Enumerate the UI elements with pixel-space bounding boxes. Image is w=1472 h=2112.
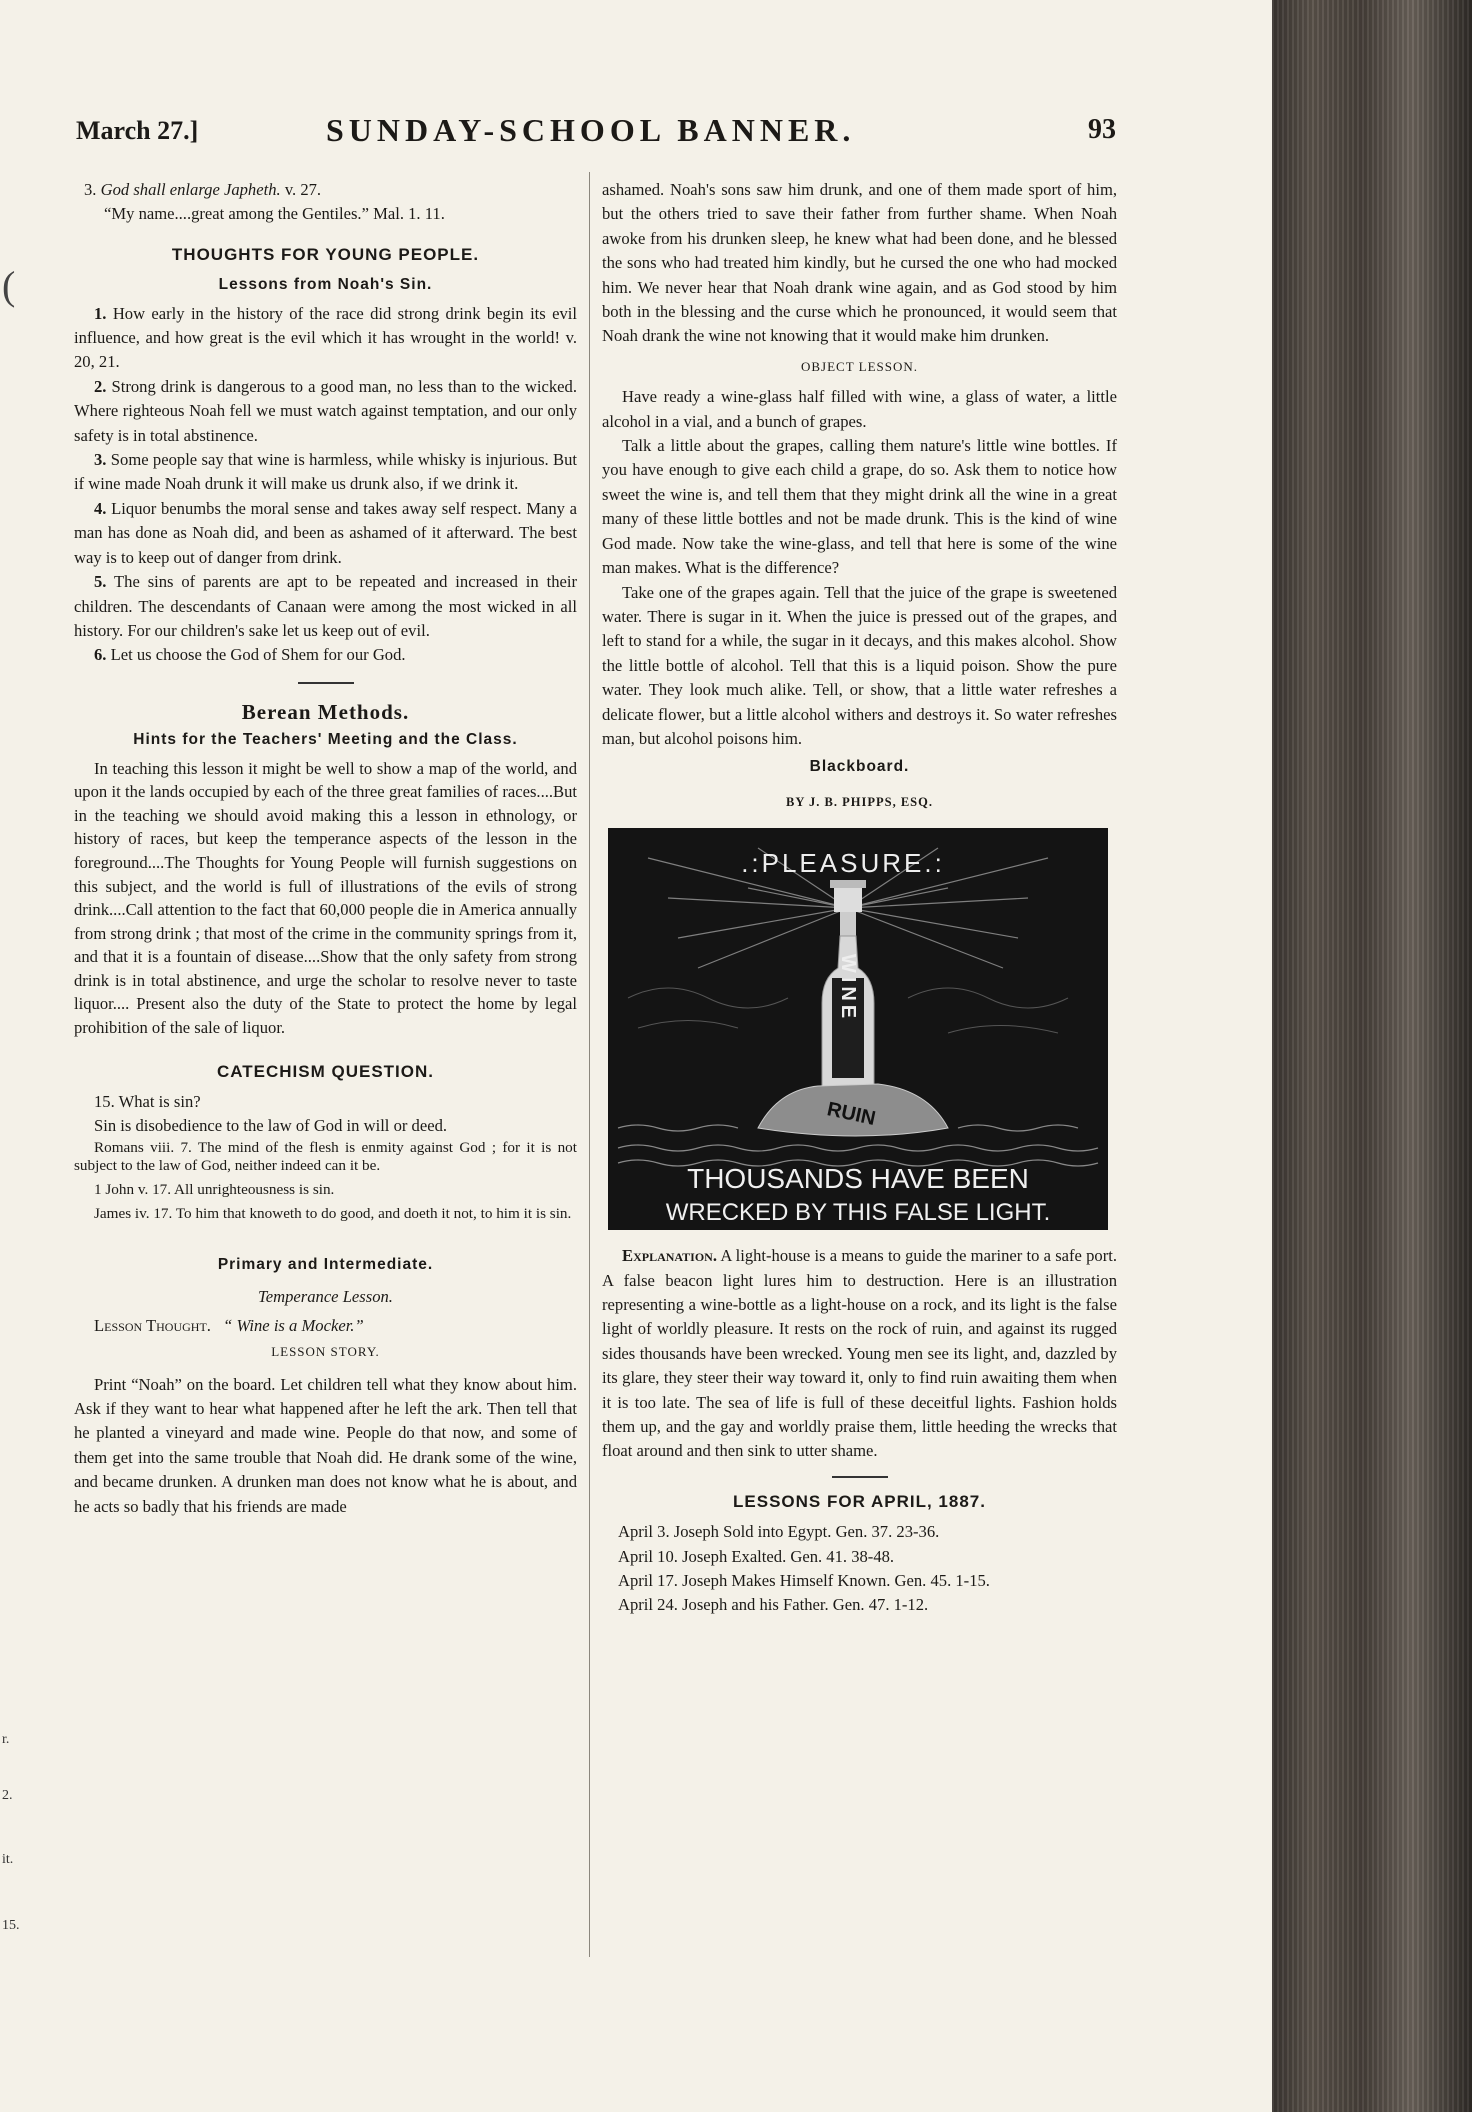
lighthouse-bottle-illustration: [608, 828, 1108, 1230]
primary-title: Primary and Intermediate.: [217, 1255, 434, 1273]
column-divider: [589, 172, 590, 1957]
thought-item: 5. The sins of parents are apt to be repeated and increased in their children. The descendants of Canaan were among the most wicked in all history. For our children's sake let us keep out of evil.: [74, 572, 577, 640]
blackboard-illustration: [608, 828, 1108, 1230]
lesson-story-label: LESSON STORY.: [271, 1344, 380, 1360]
left-column: [74, 178, 577, 1519]
intro-quote: “My name....great among the Gentiles.” Mal. 1. 11.: [104, 204, 445, 224]
catechism-question: 15. What is sin?: [94, 1092, 201, 1112]
margin-mark: r.: [2, 1732, 10, 1747]
intro-point: 3. God shall enlarge Japheth. v. 27.: [84, 180, 322, 199]
margin-mark: 2.: [2, 1788, 13, 1803]
illustration-caption-line2: WRECKED BY THIS FALSE LIGHT.: [665, 1199, 1051, 1227]
berean-title: Berean Methods.: [241, 699, 410, 724]
primary-subtitle: Temperance Lesson.: [258, 1287, 393, 1307]
running-head: [76, 112, 1116, 152]
page-number: 93: [1088, 114, 1116, 145]
lesson-entry: April 24. Joseph and his Father. Gen. 47. 1-12.: [618, 1595, 929, 1615]
thoughts-title: THOUGHTS FOR YOUNG PEOPLE.: [171, 244, 480, 264]
thought-item: 6. Let us choose the God of Shem for our God.: [94, 645, 406, 665]
wine-label: WINE: [837, 954, 859, 1023]
explanation: Explanation. A light-house is a means to guide the mariner to a safe port. A false beacon light lures him to destruction. Here is an illustration representing a wine-bottle as a light-house on a rock, and its light is the false light of worldly pleasure. It rests on the rock of ruin, and against its rugged sides thousands have been wrecked. Young men see its light, and, dazzled by its glare, they steer their way toward it, only to find ruin awaiting them when it is too late. The sea of life is full of these deceitful lights. Fashion holds them up, and the gay and worldly praise them, little heeding the wrecks that float around and then sink to utter shame.: [602, 1246, 1118, 1461]
catechism-reference: 1 John v. 17. All unrighteousness is sin.: [94, 1180, 335, 1198]
thought-item: 4. Liquor benumbs the moral sense and takes away self respect. Many a man has done as Noah did, and been as ashamed of it afterward. The best way is to keep out of danger from drink.: [74, 498, 577, 567]
lesson-story-text: Print “Noah” on the board. Let children tell what they know about him. Ask if they want to hear what happened after he left the ark. Then tell that he planted a vineyard and made wine. People do that now, and some of them get into the same trouble that Noah did. He drank some of the wine, and became drunken. A drunken man does not know what he is about, and he acts so badly that his friends are made: [74, 1374, 577, 1516]
catechism-reference: Romans viii. 7. The mind of the flesh is enmity against God ; for it is not subject to the law of God, neither indeed can it be.: [74, 1138, 577, 1174]
catechism-answer: Sin is disobedience to the law of God in will or deed.: [94, 1116, 448, 1136]
lesson-entry: April 3. Joseph Sold into Egypt. Gen. 37. 23-36.: [618, 1522, 940, 1542]
section-divider: [832, 1476, 888, 1478]
header-date: March 27.]: [76, 116, 199, 145]
margin-mark: it.: [2, 1852, 14, 1867]
page-edges: [1272, 0, 1472, 2112]
object-lesson-paragraph: Have ready a wine-glass half filled with wine, a glass of water, a little alcohol in a vial, and a bunch of grapes.: [602, 387, 1117, 431]
thought-item: 2. Strong drink is dangerous to a good man, no less than to the wicked. Where righteous Noah fell we must watch against temptation, and our only safety is in total abstinence.: [74, 376, 577, 445]
story-continued: ashamed. Noah's sons saw him drunk, and one of them made sport of him, but the others tried to save their father from further shame. When Noah awoke from his drunken sleep, he knew what had been done, and he blessed the sons who had treated him kindly, but he cursed the one who had mocked him. We never hear that Noah drank wine again, and as God stood by him both in the blessing and the curse which he pronounced, it would seem that Noah drank the wine not knowing that it would make him drunken.: [602, 180, 1117, 346]
thought-item: 1. How early in the history of the race did strong drink begin its evil influence, and how great is the evil which it has wrought in the world! v. 20, 21.: [74, 303, 577, 372]
object-lesson-paragraph: Talk a little about the grapes, calling them nature's little wine bottles. If you have enough to give each child a grape, do so. Ask them to notice how sweet the wine is, and tell them that they might drink all the wine in a great many of these little bottles and not be made drunk. This is the kind of wine God made. Now take the wine-glass, and tell that here is some of the wine man makes. What is the difference?: [602, 436, 1117, 578]
blackboard-byline: BY J. B. PHIPPS, ESQ.: [786, 794, 933, 809]
pleasure-label: .:PLEASURE.:: [741, 848, 945, 879]
right-column: [602, 178, 1117, 1618]
object-lesson-label: OBJECT LESSON.: [800, 358, 919, 374]
lessons-list: [602, 1520, 1117, 1618]
margin-mark: 15.: [2, 1918, 20, 1933]
lesson-entry: April 17. Joseph Makes Himself Known. Gen. 45. 1-15.: [618, 1571, 990, 1591]
thought-item: 3. Some people say that wine is harmless, while whisky is injurious. But if wine made Noah drunk it will make us drunk also, if we drink it.: [74, 450, 577, 494]
berean-text: In teaching this lesson it might be well to show a map of the world, and upon it the lands occupied by each of the three great families of races....But in the teaching we should avoid making this a lesson in ethnology, or history of races, but keep the temperance aspects of the lesson in the foreground....The Thoughts for Young People will furnish suggestions on this subject, and the world is full of illustrations of the evils of strong drink....Call attention to the fact that 60,000 people die in America annually from strong drink ; that most of the crime in the community springs from it, and that it is a fountain of disease....Show that the only safety from strong drink is in total abstinence, and urge the scholar to resolve never to taste liquor.... Present also the duty of the State to protect the home by legal prohibition of the sale of liquor.: [74, 758, 577, 1038]
lesson-entry: April 10. Joseph Exalted. Gen. 41. 38-48.: [618, 1546, 895, 1566]
thoughts-subtitle: Lessons from Noah's Sin.: [218, 276, 433, 294]
lessons-title: LESSONS FOR APRIL, 1887.: [733, 1491, 986, 1511]
catechism-reference: James iv. 17. To him that knoweth to do good, and doeth it not, to him it is sin.: [94, 1204, 572, 1222]
lesson-thought: Lesson Thought. “ Wine is a Mocker.”: [94, 1315, 364, 1335]
section-divider: [298, 682, 354, 684]
catechism-title: CATECHISM QUESTION.: [216, 1061, 435, 1081]
ruin-label: RUIN: [825, 1098, 878, 1131]
object-lesson-paragraph: Take one of the grapes again. Tell that the juice of the grape is sweetened water. There is sugar in it. When the juice is pressed out of the grapes, and left to stand for a while, the sugar in it decays, and this makes alcohol. Show the little bottle of alcohol. Tell that this is a liquid poison. Show the pure water. They look much alike. Tell, or show, that a little water refreshes a delicate flower, but a little alcohol withers and destroys it. So water refreshes man, but alcohol poisons him.: [602, 582, 1117, 748]
header-title: SUNDAY-SCHOOL BANNER.: [326, 112, 856, 148]
margin-mark: (: [2, 263, 16, 308]
book-spine-edge: [1272, 0, 1472, 2112]
berean-subtitle: Hints for the Teachers' Meeting and the Class.: [133, 731, 518, 749]
blackboard-title: Blackboard.: [809, 758, 910, 776]
illustration-caption-line1: THOUSANDS HAVE BEEN: [687, 1163, 1029, 1195]
